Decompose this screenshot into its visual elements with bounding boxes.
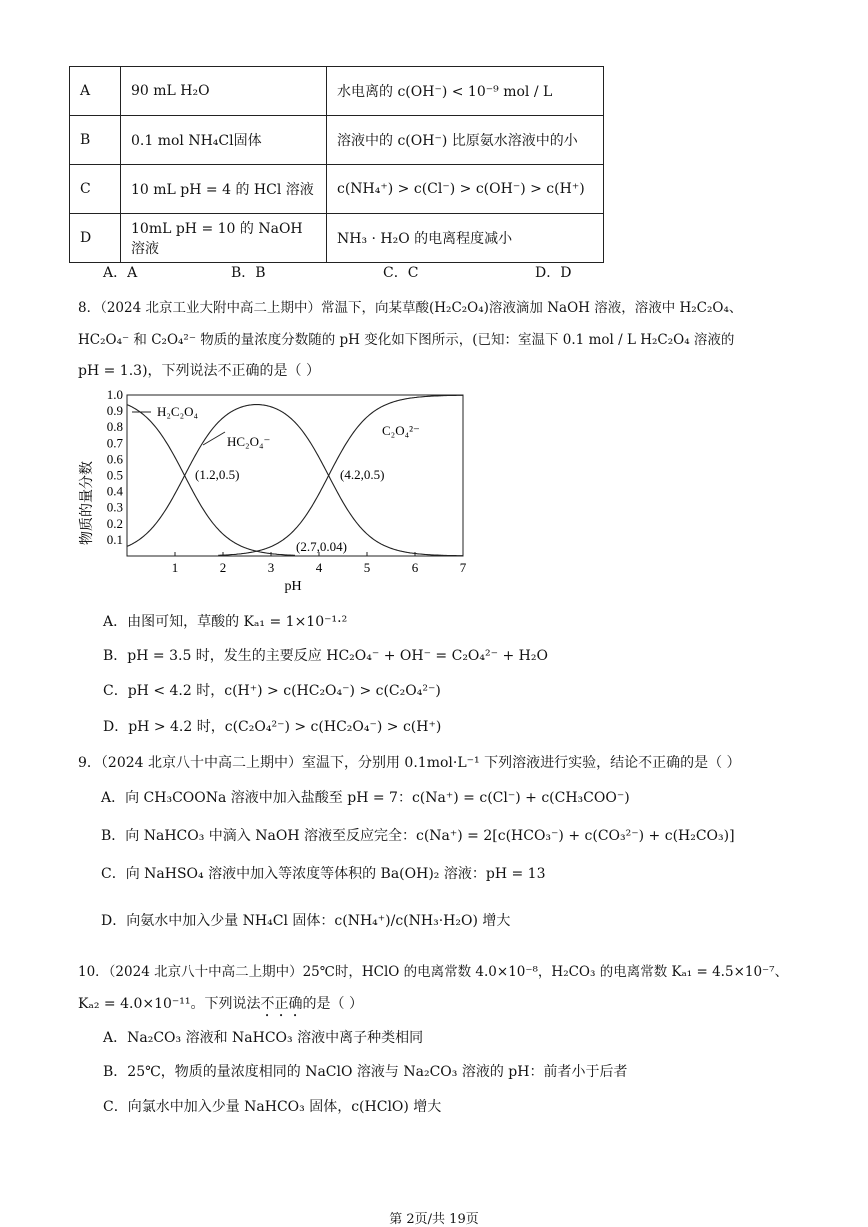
y-tick-label: 1.0 [106, 387, 123, 402]
q10-option-a[interactable]: A．Na₂CO₃ 溶液和 NaHCO₃ 溶液中离子种类相同 [103, 1030, 424, 1046]
q10-stem-part3: 的是（ ） [302, 996, 363, 1012]
q8-option-a[interactable]: A．由图可知，草酸的 Kₐ₁ = 1×10⁻¹·² [103, 614, 348, 630]
q9-option-c[interactable]: C．向 NaHSO₄ 溶液中加入等浓度等体积的 Ba(OH)₂ 溶液：pH = 13 [101, 866, 546, 882]
legend-leader-hc2o4 [203, 432, 225, 445]
q10-emphasis: 不正确 [260, 996, 303, 1012]
annotation-min: (2.7,0.04) [296, 539, 347, 554]
x-axis-label: pH [284, 579, 302, 594]
table-row [70, 165, 604, 214]
q7-choice-d[interactable]: D．D [535, 265, 572, 281]
table-row [70, 214, 604, 263]
x-tick-label: 7 [459, 560, 467, 575]
q7-choice-a[interactable]: A．A [103, 265, 138, 281]
y-tick-label: 0.8 [106, 419, 123, 435]
conclusion: c(NH₄⁺) > c(Cl⁻) > c(OH⁻) > c(H⁺) [327, 165, 604, 214]
q10-stem-line2 [78, 993, 363, 1020]
conclusion: NH₃ · H₂O 的电离程度减小 [327, 214, 604, 263]
q8-stem-line1: 8．（2024 北京工业大附中高二上期中）常温下，向某草酸(H₂C₂O₄)溶液滴加 NaOH 溶液，溶液中 H₂C₂O₄、 [78, 300, 743, 316]
q9-option-d[interactable]: D．向氨水中加入少量 NH₄Cl 固体：c(NH₄⁺)/c(NH₃·H₂O) 增大 [101, 913, 511, 929]
x-tick-label: 4 [315, 560, 323, 575]
x-tick-label: 1 [171, 560, 179, 575]
y-tick-label: 0.1 [106, 531, 123, 547]
q10-stem-line1: 10．（2024 北京八十中高二上期中）25℃时，HClO 的电离常数 4.0×10⁻⁸，H₂CO₃ 的电离常数 Kₐ₁ = 4.5×10⁻⁷、 [78, 964, 789, 980]
plot-frame [127, 395, 463, 556]
row-label: A [70, 67, 121, 116]
q7-choice-c[interactable]: C．C [383, 265, 419, 281]
added-substance: 0.1 mol NH₄Cl固体 [121, 116, 327, 165]
table-row [70, 116, 604, 165]
y-axis-label: 物质的量分数 [80, 461, 95, 545]
q8-option-d[interactable]: D．pH > 4.2 时，c(C₂O₄²⁻) > c(HC₂O₄⁻) > c(H⁺) [103, 719, 442, 735]
added-substance: 10 mL pH = 4 的 HCl 溶液 [121, 165, 327, 214]
page-footer: 第 2页/共 19页 [389, 1212, 479, 1227]
x-tick-label: 3 [267, 560, 275, 575]
series-label-c2o4: C₂O₄²⁻ [382, 423, 420, 438]
added-substance: 10mL pH = 10 的 NaOH 溶液 [121, 214, 327, 263]
y-tick-label: 0.9 [106, 403, 123, 419]
series-label-hc2o4: HC₂O₄⁻ [227, 434, 271, 449]
q9-option-a[interactable]: A．向 CH₃COONa 溶液中加入盐酸至 pH = 7：c(Na⁺) = c(Cl⁻) + c(CH₃COO⁻) [101, 790, 630, 806]
y-tick-label: 0.3 [106, 499, 123, 515]
y-tick-label: 0.4 [106, 483, 123, 499]
row-label: C [70, 165, 121, 214]
y-tick-label: 0.6 [106, 451, 123, 467]
species-fraction-chart [77, 385, 477, 600]
q7-choice-b[interactable]: B．B [231, 265, 266, 281]
q8-option-c[interactable]: C．pH < 4.2 时，c(H⁺) > c(HC₂O₄⁻) > c(C₂O₄²⁻) [103, 683, 441, 699]
x-tick-label: 5 [363, 560, 371, 575]
table-row [70, 67, 604, 116]
x-tick-label: 2 [219, 560, 227, 575]
conclusion: 水电离的 c(OH⁻) < 10⁻⁹ mol / L [327, 67, 604, 116]
q8-stem-line3: pH = 1.3)，下列说法不正确的是（ ） [78, 363, 320, 379]
added-substance: 90 mL H₂O [121, 67, 327, 116]
annotation-pka1: (1.2,0.5) [195, 467, 240, 482]
q10-option-b[interactable]: B．25℃，物质的量浓度相同的 NaClO 溶液与 Na₂CO₃ 溶液的 pH：前者小于后者 [103, 1064, 628, 1080]
conclusion: 溶液中的 c(OH⁻) 比原氨水溶液中的小 [327, 116, 604, 165]
q10-option-c[interactable]: C．向氯水中加入少量 NaHCO₃ 固体，c(HClO) 增大 [103, 1099, 442, 1115]
y-tick-label: 0.7 [106, 435, 123, 451]
x-tick-label: 6 [411, 560, 419, 575]
y-tick-label: 0.5 [106, 467, 123, 483]
row-label: B [70, 116, 121, 165]
q10-stem-part1: Kₐ₂ = 4.0×10⁻¹¹。下列说法 [78, 996, 261, 1012]
row-label: D [70, 214, 121, 263]
series-label-h2c2o4: H₂C₂O₄ [157, 404, 199, 419]
q8-stem-line2: HC₂O₄⁻ 和 C₂O₄²⁻ 物质的量浓度分数随的 pH 变化如下图所示，(已知：室温下 0.1 mol / L H₂C₂O₄ 溶液的 [78, 332, 735, 348]
q9-option-b[interactable]: B．向 NaHCO₃ 中滴入 NaOH 溶液至反应完全：c(Na⁺) = 2[c(HCO₃⁻) + c(CO₃²⁻) + c(H₂CO₃)] [101, 828, 735, 844]
q9-stem: 9．（2024 北京八十中高二上期中）室温下，分别用 0.1mol·L⁻¹ 下列溶液进行实验，结论不正确的是（ ） [78, 755, 741, 771]
y-tick-label: 0.2 [106, 515, 123, 531]
options-table [69, 66, 604, 263]
q8-option-b[interactable]: B．pH = 3.5 时，发生的主要反应 HC₂O₄⁻ + OH⁻ = C₂O₄²⁻ + H₂O [103, 648, 548, 664]
annotation-pka2: (4.2,0.5) [340, 467, 385, 482]
